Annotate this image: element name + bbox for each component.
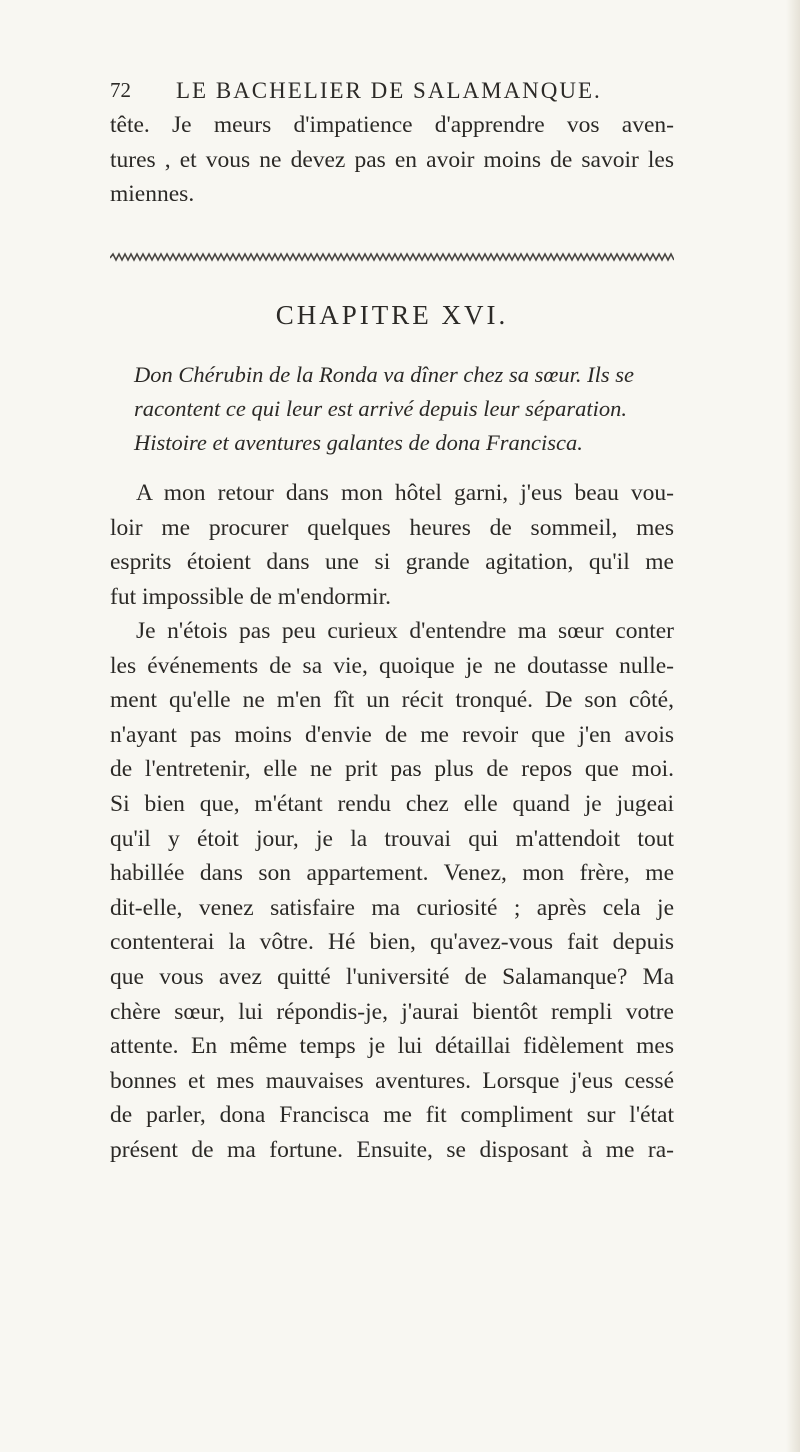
text-line: tête. Je meurs d'impatience d'apprendre vos aven- — [110, 112, 674, 138]
text-line: attente. En même temps je lui détaillai fidèlement mes — [110, 1033, 674, 1060]
paragraph-1 — [110, 476, 674, 614]
text-line: ment qu'elle ne m'en fît un récit tronqué. De son côté, — [110, 687, 674, 714]
text-line: Si bien que, m'étant rendu chez elle quand je jugeai — [110, 790, 674, 817]
summary-line: racontent ce qui leur est arrivé depuis leur séparation. — [134, 396, 628, 421]
chapter-summary — [134, 358, 674, 460]
text-line: loir me procurer quelques heures de sommeil, mes — [110, 514, 674, 541]
page-edge-shadow — [786, 0, 800, 1452]
page-number: 72 — [110, 78, 131, 102]
summary-line: Histoire et aventures galantes de dona Francisca. — [134, 430, 583, 455]
text-line: de l'entretenir, elle ne prit pas plus de repos que moi. — [110, 756, 674, 783]
summary-line: Don Chérubin de la Ronda va dîner chez sa sœur. Ils se — [134, 362, 634, 387]
running-header — [110, 78, 670, 112]
text-line: A mon retour dans mon hôtel garni, j'eus beau vou- — [136, 480, 674, 506]
text-line: tures , et vous ne devez pas en avoir moins de savoir les — [110, 146, 674, 173]
text-line: chère sœur, lui répondis-je, j'aurai bientôt rempli votre — [110, 998, 674, 1025]
text-line: fut impossible de m'endormir. — [110, 583, 391, 610]
paragraph-2 — [110, 614, 674, 1168]
text-line: miennes. — [110, 181, 195, 208]
text-line: les événements de sa vie, quoique je ne doutasse nulle- — [110, 652, 674, 679]
text-line: de parler, dona Francisca me fit compliment sur l'état — [110, 1102, 674, 1129]
text-line: habillée dans son appartement. Venez, mon frère, me — [110, 860, 674, 887]
intro-paragraph — [110, 108, 674, 212]
text-line: n'ayant pas moins d'envie de me revoir que j'en avois — [110, 721, 674, 748]
text-line: Je n'étois pas peu curieux d'entendre ma sœur conter — [136, 618, 674, 644]
text-line: esprits étoient dans une si grande agitation, qu'il me — [110, 549, 674, 576]
chapter-title: CHAPITRE XVI. — [275, 300, 509, 330]
text-line: présent de ma fortune. Ensuite, se disposant à me ra- — [110, 1136, 674, 1163]
ornamental-rule — [110, 251, 674, 263]
text-line: contenterai la vôtre. Hé bien, qu'avez-vous fait depuis — [110, 929, 674, 956]
running-title: LE BACHELIER DE SALAMANQUE. — [176, 78, 602, 103]
text-line: bonnes et mes mauvaises aventures. Lorsque j'eus cessé — [110, 1067, 674, 1094]
text-line: que vous avez quitté l'université de Salamanque? Ma — [110, 963, 674, 990]
text-line: qu'il y étoit jour, je la trouvai qui m'attendoit tout — [110, 825, 674, 852]
text-line: dit-elle, venez satisfaire ma curiosité ; après cela je — [110, 894, 674, 921]
